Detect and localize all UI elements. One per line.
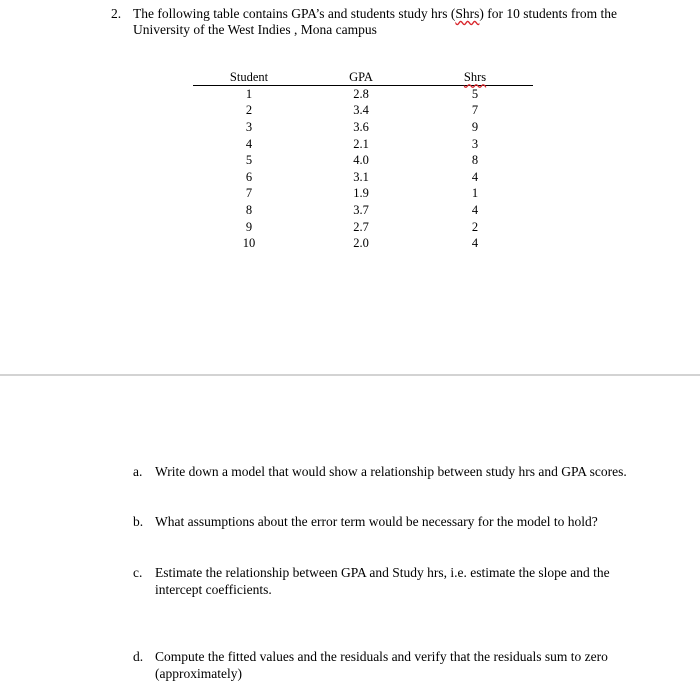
- table-row: [193, 235, 533, 252]
- cell-gpa: 3.1: [353, 169, 369, 184]
- header-gpa: GPA: [305, 68, 417, 86]
- cell-student: 9: [245, 219, 253, 234]
- cell-student: 2: [245, 103, 253, 118]
- cell-student: 7: [245, 186, 253, 201]
- question-text: [133, 6, 653, 38]
- table-header-row: [193, 68, 533, 86]
- table-row: [193, 86, 533, 103]
- subquestion-text: What assumptions about the error term would be necessary for the model to hold?: [155, 514, 598, 529]
- subquestion-text: Compute the fitted values and the residuals and verify that the residuals sum to zero (approximately): [155, 649, 608, 681]
- cell-shrs: 1: [471, 186, 479, 201]
- cell-student: 4: [245, 136, 253, 151]
- cell-student: 8: [245, 202, 253, 217]
- question-number: 2.: [111, 6, 122, 21]
- table-row: [193, 103, 533, 120]
- cell-gpa: 2.7: [353, 219, 369, 234]
- cell-shrs: 3: [471, 136, 479, 151]
- table-row: [193, 152, 533, 169]
- cell-gpa: 2.1: [353, 136, 369, 151]
- question-term-shrs: Shrs: [455, 6, 480, 21]
- header-shrs-label: Shrs: [463, 70, 487, 84]
- table-row: [193, 202, 533, 219]
- table-row: [193, 219, 533, 236]
- cell-gpa: 3.4: [353, 103, 369, 118]
- cell-shrs: 4: [471, 236, 479, 251]
- cell-shrs: 2: [471, 219, 479, 234]
- cell-gpa: 2.0: [353, 236, 369, 251]
- subquestion-letter: a.: [133, 464, 143, 479]
- table-row: [193, 136, 533, 153]
- cell-gpa: 4.0: [353, 153, 369, 168]
- table-row: [193, 119, 533, 136]
- subquestions-panel: [0, 376, 700, 700]
- question-text-before: The following table contains GPA’s and students study hrs (: [133, 6, 456, 21]
- cell-gpa: 3.6: [353, 119, 369, 134]
- cell-shrs: 4: [471, 169, 479, 184]
- cell-student: 1: [245, 86, 253, 101]
- table-row: [193, 169, 533, 186]
- cell-shrs: 5: [471, 86, 479, 101]
- cell-student: 10: [242, 236, 256, 251]
- subquestion-letter: c.: [133, 565, 143, 580]
- cell-gpa: 1.9: [353, 186, 369, 201]
- subquestion-letter: b.: [133, 514, 144, 529]
- subquestion-letter: d.: [133, 649, 144, 664]
- subquestion-text: Write down a model that would show a relationship between study hrs and GPA scores.: [155, 464, 627, 479]
- data-table: [193, 68, 533, 252]
- table-row: [193, 186, 533, 203]
- cell-shrs: 9: [471, 119, 479, 134]
- cell-gpa: 3.7: [353, 202, 369, 217]
- cell-shrs: 4: [471, 202, 479, 217]
- cell-student: 3: [245, 119, 253, 134]
- cell-student: 6: [245, 169, 253, 184]
- header-student: Student: [193, 68, 305, 86]
- question-text-after: ) for 10 students from the University of the West Indies , Mona campus: [133, 6, 617, 37]
- cell-shrs: 8: [471, 153, 479, 168]
- header-shrs: [417, 68, 533, 86]
- cell-shrs: 7: [471, 103, 479, 118]
- cell-gpa: 2.8: [353, 86, 369, 101]
- subquestion-text: Estimate the relationship between GPA and Study hrs, i.e. estimate the slope and the intercept coefficients.: [155, 565, 610, 597]
- cell-student: 5: [245, 153, 253, 168]
